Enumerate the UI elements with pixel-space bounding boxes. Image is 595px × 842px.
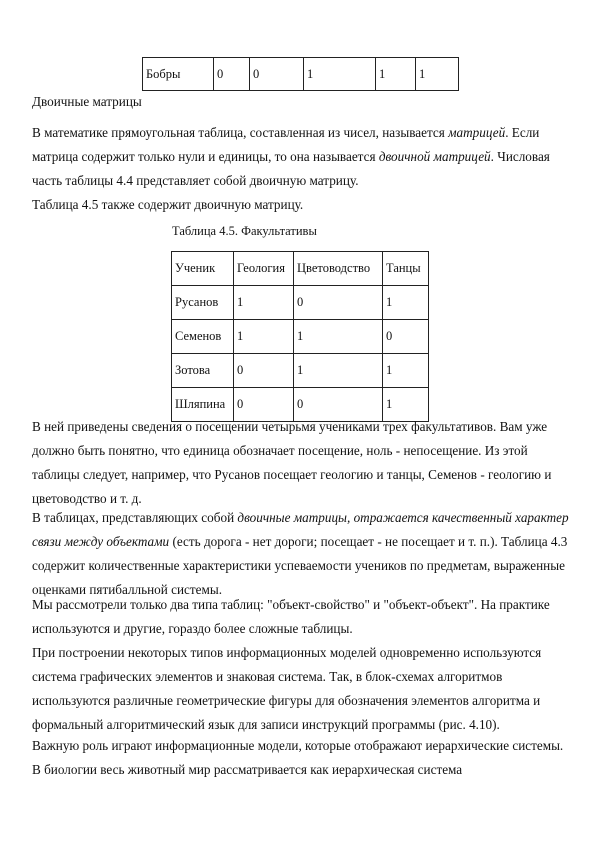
- table-caption: Таблица 4.5. Факультативы: [172, 224, 317, 238]
- table-cell: 1: [234, 286, 294, 320]
- table-cell: 0: [294, 388, 383, 422]
- section-heading: Двоичные матрицы: [32, 94, 142, 109]
- table-cell: 1: [234, 320, 294, 354]
- table-cell: 1: [304, 58, 376, 91]
- table-cell: 1: [383, 286, 429, 320]
- table-cell: 0: [250, 58, 304, 91]
- column-header: Геология: [234, 252, 294, 286]
- paragraph-table-types: Мы рассмотрели только два типа таблиц: "объект-свойство" и "объект-объект". На практике используются и другие, гораздо более сложные таблицы.: [32, 597, 550, 636]
- table-cell: 0: [214, 58, 250, 91]
- column-header: Цветоводство: [294, 252, 383, 286]
- table-cell: 0: [383, 320, 429, 354]
- table-cell: 1: [383, 388, 429, 422]
- term-binary-matrix: двоичной матрицей: [378, 149, 491, 164]
- table-cell: Семенов: [172, 320, 234, 354]
- column-header: Ученик: [172, 252, 234, 286]
- table-cell: Шляпина: [172, 388, 234, 422]
- table-cell: 0: [234, 388, 294, 422]
- paragraph-flowcharts: При построении некоторых типов информационных моделей одновременно используются система графических элементов и знаковая система. Так, в блок-схемах алгоритмов используются различные геометрические фигуры для обозначения элементов алгоритма и формальный алгоритмический язык для записи инструкций программы (рис. 4.10).: [32, 645, 542, 732]
- table-cell: 1: [294, 320, 383, 354]
- paragraph-binary-matrix-definition: В математике прямоугольная таблица, составленная из чисел, называется матрицей. Если матрица содержит только нули и единицы, то она называется двоичной матрицей. Числовая часть таблицы 4.4 представляет собой двоичную матрицу.: [32, 125, 550, 188]
- table-row: [143, 58, 459, 91]
- column-header: Танцы: [383, 252, 429, 286]
- table-row: [172, 286, 429, 320]
- table-row: [172, 354, 429, 388]
- paragraph-table-intro: Таблица 4.5 также содержит двоичную матрицу.: [32, 197, 304, 212]
- table-cell: Зотова: [172, 354, 234, 388]
- table-cell: 1: [376, 58, 416, 91]
- table-cell: 0: [234, 354, 294, 388]
- table-cell: 1: [294, 354, 383, 388]
- paragraph-hierarchical-systems: Важную роль играют информационные модели, которые отображают иерархические системы. В биологии весь животный мир рассматривается как иерархическая система: [32, 738, 564, 777]
- table-cell: 0: [294, 286, 383, 320]
- table-header-row: [172, 252, 429, 286]
- emphasis-binary-matrices: двоичные матрицы, отражается качественный характер связи между объектами: [32, 510, 569, 549]
- top-table-fragment: [142, 57, 459, 91]
- table-cell: Бобры: [143, 58, 214, 91]
- table-cell: Русанов: [172, 286, 234, 320]
- term-matrix: матрицей: [448, 125, 506, 140]
- electives-table: [171, 251, 429, 422]
- table-row: [172, 320, 429, 354]
- paragraph-qualitative-relation: В таблицах, представляющих собой двоичные матрицы, отражается качественный характер связи между объектами (есть дорога - нет дороги; посещает - не посещает и т. п.). Таблица 4.3 содержит количественные характеристики успеваемости учеников по предметам, выраженные оценками пятибалльной системы.: [32, 510, 569, 597]
- table-cell: 1: [383, 354, 429, 388]
- table-cell: 1: [416, 58, 459, 91]
- paragraph-attendance-explanation: В ней приведены сведения о посещении четырьмя учениками трех факультативов. Вам уже должно быть понятно, что единица обозначает посещение, ноль - непосещение. Из этой таблицы следует, например, что Русанов посещает геологию и танцы, Семенов - геологию и цветоводство и т. д.: [32, 419, 552, 506]
